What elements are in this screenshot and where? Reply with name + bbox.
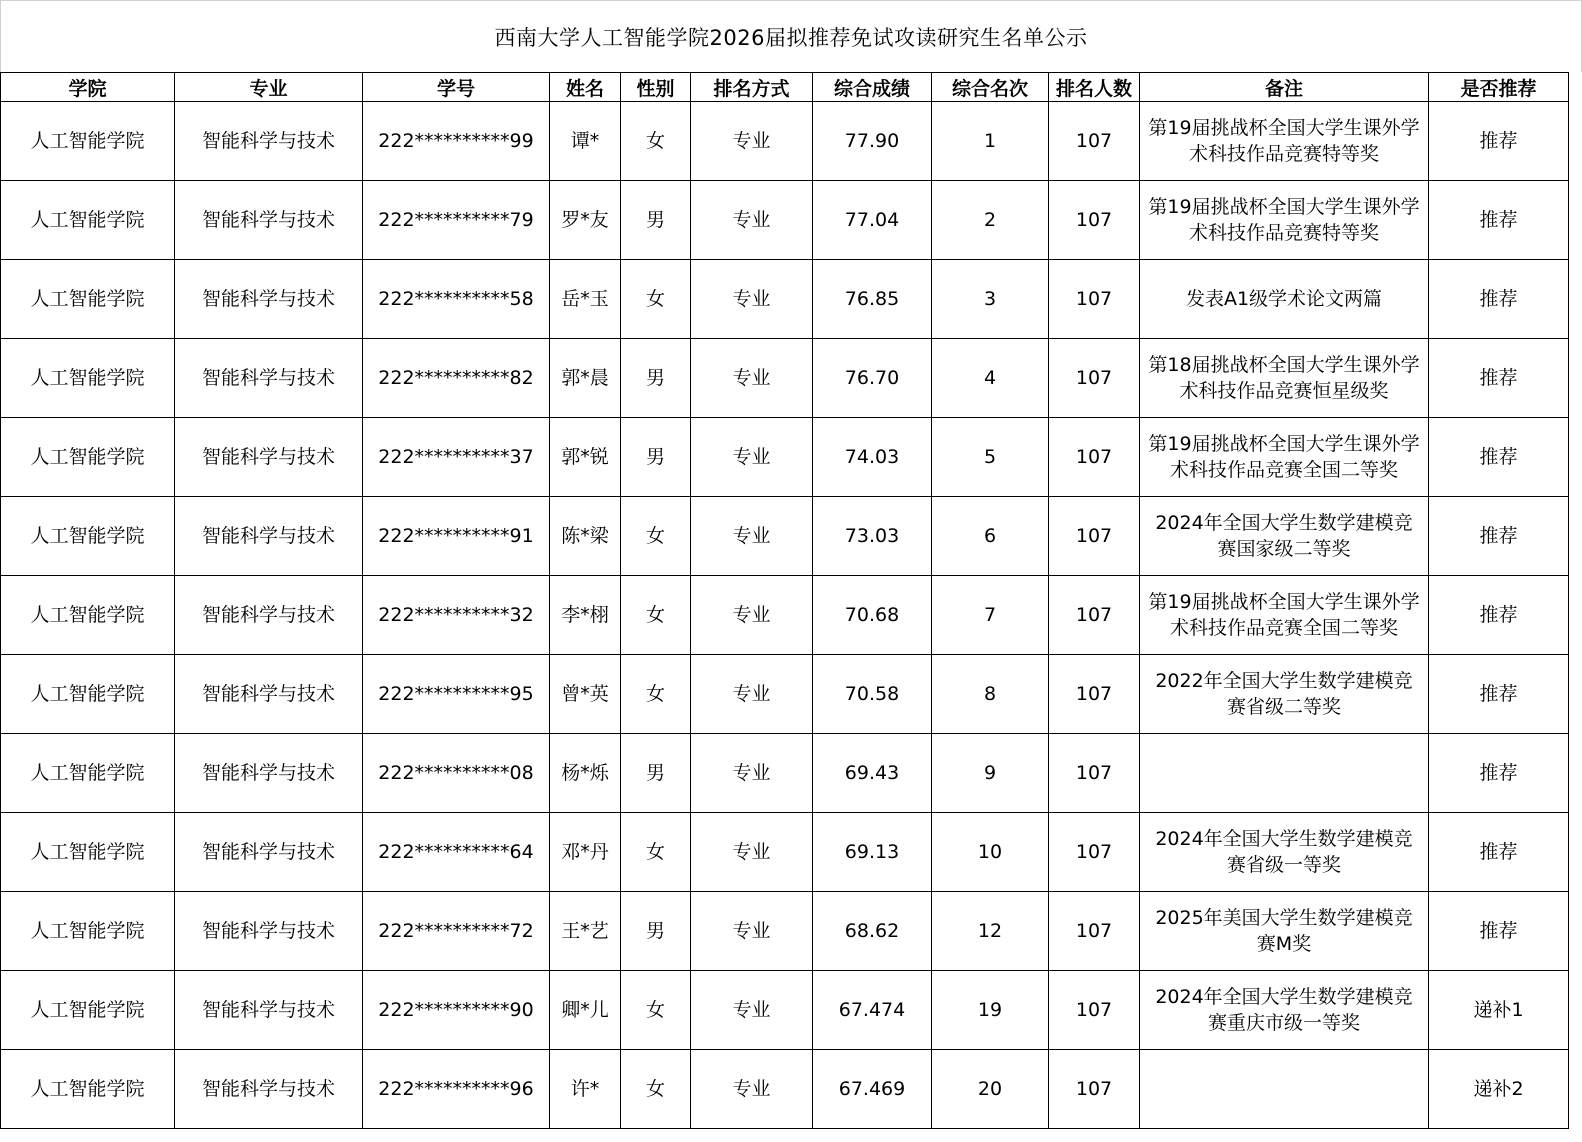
cell-student-id: 222**********96 [363, 1050, 550, 1129]
cell-gender: 男 [621, 181, 691, 260]
header-rank-method: 排名方式 [691, 73, 813, 102]
cell-score: 74.03 [813, 418, 932, 497]
header-note: 备注 [1140, 73, 1429, 102]
cell-note: 第19届挑战杯全国大学生课外学术科技作品竞赛特等奖 [1140, 102, 1429, 181]
cell-rank-method: 专业 [691, 892, 813, 971]
cell-name: 曾*英 [550, 655, 621, 734]
cell-recommend: 递补1 [1429, 971, 1569, 1050]
cell-major: 智能科学与技术 [175, 576, 363, 655]
cell-student-id: 222**********32 [363, 576, 550, 655]
cell-total: 107 [1049, 655, 1140, 734]
cell-total: 107 [1049, 813, 1140, 892]
cell-rank-method: 专业 [691, 102, 813, 181]
cell-college: 人工智能学院 [1, 497, 175, 576]
cell-score: 73.03 [813, 497, 932, 576]
cell-recommend: 推荐 [1429, 576, 1569, 655]
cell-note: 第18届挑战杯全国大学生课外学术科技作品竞赛恒星级奖 [1140, 339, 1429, 418]
cell-student-id: 222**********08 [363, 734, 550, 813]
cell-major: 智能科学与技术 [175, 971, 363, 1050]
cell-note: 第19届挑战杯全国大学生课外学术科技作品竞赛特等奖 [1140, 181, 1429, 260]
cell-gender: 女 [621, 102, 691, 181]
title-bar [0, 0, 1582, 72]
cell-name: 罗*友 [550, 181, 621, 260]
cell-college: 人工智能学院 [1, 181, 175, 260]
cell-score: 77.04 [813, 181, 932, 260]
cell-major: 智能科学与技术 [175, 497, 363, 576]
cell-major: 智能科学与技术 [175, 892, 363, 971]
table-row [1, 418, 1569, 497]
cell-recommend: 推荐 [1429, 655, 1569, 734]
table-row [1, 339, 1569, 418]
cell-major: 智能科学与技术 [175, 655, 363, 734]
cell-rank: 20 [932, 1050, 1049, 1129]
cell-gender: 女 [621, 971, 691, 1050]
cell-gender: 女 [621, 1050, 691, 1129]
table-row [1, 971, 1569, 1050]
cell-gender: 女 [621, 260, 691, 339]
cell-recommend: 推荐 [1429, 102, 1569, 181]
cell-total: 107 [1049, 102, 1140, 181]
cell-rank: 6 [932, 497, 1049, 576]
cell-rank-method: 专业 [691, 418, 813, 497]
cell-note: 2024年全国大学生数学建模竞赛国家级二等奖 [1140, 497, 1429, 576]
table-row [1, 734, 1569, 813]
cell-note: 发表A1级学术论文两篇 [1140, 260, 1429, 339]
table-row [1, 813, 1569, 892]
cell-total: 107 [1049, 260, 1140, 339]
header-gender: 性别 [621, 73, 691, 102]
cell-score: 68.62 [813, 892, 932, 971]
table-row [1, 497, 1569, 576]
cell-student-id: 222**********82 [363, 339, 550, 418]
header-college: 学院 [1, 73, 175, 102]
cell-note: 2024年全国大学生数学建模竞赛重庆市级一等奖 [1140, 971, 1429, 1050]
cell-rank-method: 专业 [691, 181, 813, 260]
table-row [1, 102, 1569, 181]
cell-recommend: 推荐 [1429, 339, 1569, 418]
cell-total: 107 [1049, 892, 1140, 971]
table-body [1, 102, 1569, 1129]
cell-rank: 19 [932, 971, 1049, 1050]
cell-rank-method: 专业 [691, 971, 813, 1050]
cell-recommend: 推荐 [1429, 734, 1569, 813]
cell-student-id: 222**********37 [363, 418, 550, 497]
cell-total: 107 [1049, 181, 1140, 260]
cell-student-id: 222**********90 [363, 971, 550, 1050]
cell-student-id: 222**********79 [363, 181, 550, 260]
cell-rank: 3 [932, 260, 1049, 339]
cell-rank: 5 [932, 418, 1049, 497]
header-student-id: 学号 [363, 73, 550, 102]
table-row [1, 576, 1569, 655]
cell-recommend: 推荐 [1429, 418, 1569, 497]
cell-name: 谭* [550, 102, 621, 181]
cell-name: 陈*梁 [550, 497, 621, 576]
cell-recommend: 推荐 [1429, 497, 1569, 576]
cell-total: 107 [1049, 576, 1140, 655]
cell-recommend: 推荐 [1429, 181, 1569, 260]
cell-note [1140, 734, 1429, 813]
cell-recommend: 推荐 [1429, 892, 1569, 971]
table-row [1, 655, 1569, 734]
cell-college: 人工智能学院 [1, 655, 175, 734]
cell-student-id: 222**********99 [363, 102, 550, 181]
cell-score: 70.68 [813, 576, 932, 655]
cell-total: 107 [1049, 497, 1140, 576]
cell-gender: 女 [621, 576, 691, 655]
cell-rank-method: 专业 [691, 339, 813, 418]
cell-recommend: 推荐 [1429, 813, 1569, 892]
recommendation-table [0, 72, 1569, 1129]
cell-score: 76.70 [813, 339, 932, 418]
cell-note: 第19届挑战杯全国大学生课外学术科技作品竞赛全国二等奖 [1140, 576, 1429, 655]
cell-major: 智能科学与技术 [175, 1050, 363, 1129]
cell-major: 智能科学与技术 [175, 734, 363, 813]
cell-score: 76.85 [813, 260, 932, 339]
cell-total: 107 [1049, 1050, 1140, 1129]
header-score: 综合成绩 [813, 73, 932, 102]
cell-major: 智能科学与技术 [175, 102, 363, 181]
cell-college: 人工智能学院 [1, 339, 175, 418]
cell-note: 2024年全国大学生数学建模竞赛省级一等奖 [1140, 813, 1429, 892]
cell-rank-method: 专业 [691, 813, 813, 892]
cell-gender: 女 [621, 655, 691, 734]
cell-student-id: 222**********95 [363, 655, 550, 734]
cell-rank-method: 专业 [691, 655, 813, 734]
cell-major: 智能科学与技术 [175, 181, 363, 260]
cell-recommend: 递补2 [1429, 1050, 1569, 1129]
table-header [1, 73, 1569, 102]
header-major: 专业 [175, 73, 363, 102]
cell-college: 人工智能学院 [1, 734, 175, 813]
header-rank: 综合名次 [932, 73, 1049, 102]
cell-gender: 男 [621, 339, 691, 418]
cell-college: 人工智能学院 [1, 813, 175, 892]
cell-name: 郭*锐 [550, 418, 621, 497]
cell-name: 许* [550, 1050, 621, 1129]
cell-rank: 10 [932, 813, 1049, 892]
cell-rank: 2 [932, 181, 1049, 260]
cell-major: 智能科学与技术 [175, 339, 363, 418]
cell-total: 107 [1049, 418, 1140, 497]
cell-name: 邓*丹 [550, 813, 621, 892]
cell-score: 67.469 [813, 1050, 932, 1129]
cell-college: 人工智能学院 [1, 1050, 175, 1129]
cell-gender: 男 [621, 892, 691, 971]
cell-college: 人工智能学院 [1, 102, 175, 181]
cell-rank: 4 [932, 339, 1049, 418]
cell-name: 岳*玉 [550, 260, 621, 339]
cell-name: 王*艺 [550, 892, 621, 971]
cell-gender: 女 [621, 813, 691, 892]
header-recommend: 是否推荐 [1429, 73, 1569, 102]
cell-score: 69.43 [813, 734, 932, 813]
cell-name: 郭*晨 [550, 339, 621, 418]
cell-rank-method: 专业 [691, 1050, 813, 1129]
cell-note: 2022年全国大学生数学建模竞赛省级二等奖 [1140, 655, 1429, 734]
cell-total: 107 [1049, 339, 1140, 418]
cell-college: 人工智能学院 [1, 418, 175, 497]
cell-rank: 7 [932, 576, 1049, 655]
cell-note: 2025年美国大学生数学建模竞赛M奖 [1140, 892, 1429, 971]
cell-score: 67.474 [813, 971, 932, 1050]
cell-total: 107 [1049, 971, 1140, 1050]
cell-name: 杨*烁 [550, 734, 621, 813]
cell-student-id: 222**********72 [363, 892, 550, 971]
header-row [1, 73, 1569, 102]
cell-name: 李*栩 [550, 576, 621, 655]
cell-rank-method: 专业 [691, 497, 813, 576]
cell-note: 第19届挑战杯全国大学生课外学术科技作品竞赛全国二等奖 [1140, 418, 1429, 497]
cell-rank-method: 专业 [691, 260, 813, 339]
cell-rank-method: 专业 [691, 734, 813, 813]
cell-score: 70.58 [813, 655, 932, 734]
page-title: 西南大学人工智能学院2026届拟推荐免试攻读研究生名单公示 [494, 25, 1088, 50]
cell-score: 77.90 [813, 102, 932, 181]
cell-major: 智能科学与技术 [175, 418, 363, 497]
cell-student-id: 222**********58 [363, 260, 550, 339]
cell-gender: 女 [621, 497, 691, 576]
cell-name: 卿*儿 [550, 971, 621, 1050]
cell-college: 人工智能学院 [1, 576, 175, 655]
cell-score: 69.13 [813, 813, 932, 892]
cell-student-id: 222**********91 [363, 497, 550, 576]
cell-gender: 男 [621, 734, 691, 813]
table-row [1, 260, 1569, 339]
table-row [1, 181, 1569, 260]
cell-rank-method: 专业 [691, 576, 813, 655]
header-total: 排名人数 [1049, 73, 1140, 102]
cell-rank: 8 [932, 655, 1049, 734]
header-name: 姓名 [550, 73, 621, 102]
cell-rank: 1 [932, 102, 1049, 181]
cell-recommend: 推荐 [1429, 260, 1569, 339]
table-row [1, 892, 1569, 971]
table-row [1, 1050, 1569, 1129]
cell-gender: 男 [621, 418, 691, 497]
cell-note [1140, 1050, 1429, 1129]
cell-student-id: 222**********64 [363, 813, 550, 892]
cell-college: 人工智能学院 [1, 971, 175, 1050]
cell-rank: 9 [932, 734, 1049, 813]
cell-total: 107 [1049, 734, 1140, 813]
cell-major: 智能科学与技术 [175, 260, 363, 339]
cell-rank: 12 [932, 892, 1049, 971]
cell-college: 人工智能学院 [1, 260, 175, 339]
cell-college: 人工智能学院 [1, 892, 175, 971]
cell-major: 智能科学与技术 [175, 813, 363, 892]
